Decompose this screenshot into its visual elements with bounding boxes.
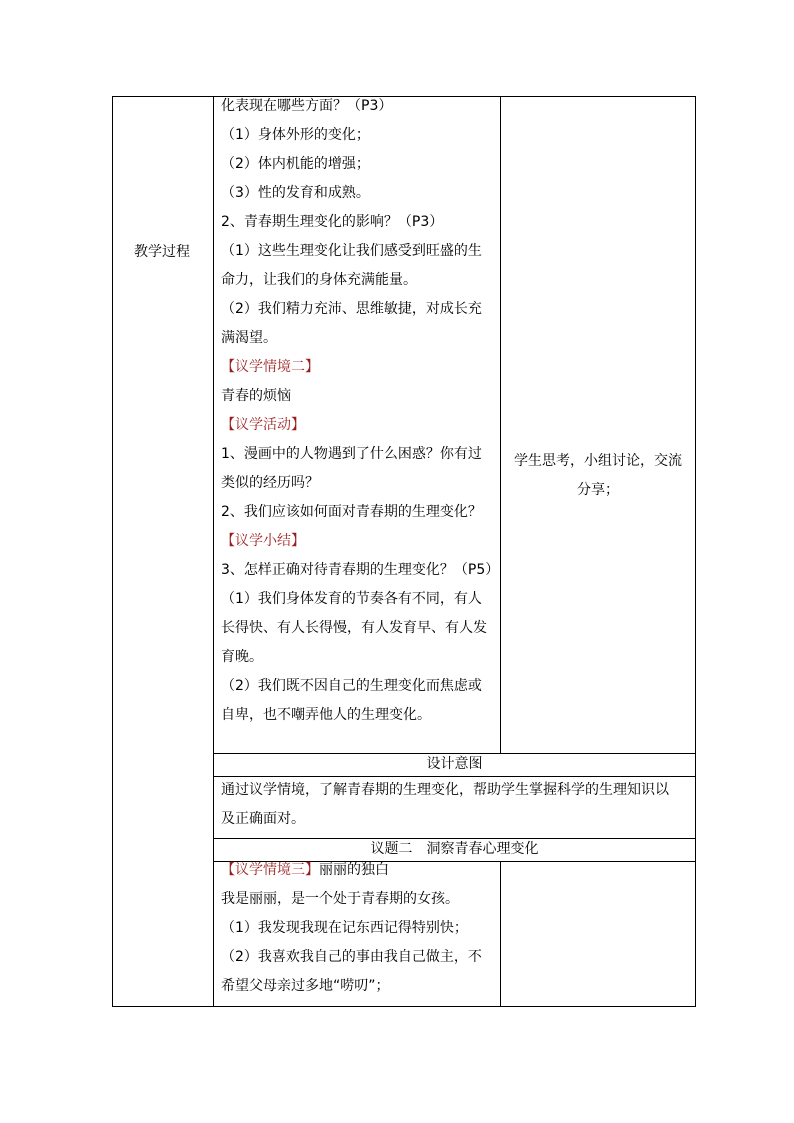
student-activity-line: 学生思考，小组讨论，交流: [514, 453, 682, 469]
process-label: 教学过程: [134, 244, 190, 260]
content-line: 3、怎样正确对待青春期的生理变化？（P5）: [221, 562, 500, 578]
content-line: （2）我喜欢我自己的事由我自己做主，不: [221, 949, 482, 965]
content-line: 1、漫画中的人物遇到了什么困惑？你有过: [221, 446, 482, 462]
topic2-title: 议题二 洞察青春心理变化: [370, 841, 539, 857]
scenario-title: 丽丽的独白: [319, 862, 389, 878]
content-line: 我是丽丽，是一个处于青春期的女孩。: [221, 891, 459, 907]
content-line: 满渴望。: [221, 330, 277, 346]
design-intent-body: [221, 776, 693, 834]
section1-content: [221, 92, 499, 730]
summary-heading: 【议学小结】: [221, 533, 305, 549]
content-line: （2）我们精力充沛、思维敏捷，对成长充: [221, 301, 482, 317]
activity-column-divider-1: [500, 96, 501, 753]
content-line: 2、我们应该如何面对青春期的生理变化？: [221, 504, 482, 520]
content-line: 命力，让我们的身体充满能量。: [221, 272, 417, 288]
table-border-left: [112, 96, 113, 1007]
content-line: （1）我们身体发育的节奏各有不同，有人: [221, 591, 482, 607]
content-line: （2）体内机能的增强；: [221, 156, 370, 172]
design-intent-line: 通过议学情境，了解青春期的生理变化，帮助学生掌握科学的生理知识以: [221, 782, 669, 798]
content-line: 自卑，也不嘲弄他人的生理变化。: [221, 707, 431, 723]
content-line: （2）我们既不因自己的生理变化而焦虑或: [221, 678, 482, 694]
scenario-heading: 【议学情境二】: [221, 359, 319, 375]
topic2-content: [221, 856, 499, 1001]
content-line: （1）身体外形的变化；: [221, 127, 370, 143]
activity-heading: 【议学活动】: [221, 417, 305, 433]
table-border-bottom: [112, 1006, 696, 1007]
content-line: 类似的经历吗？: [221, 475, 319, 491]
content-line: 育晚。: [221, 649, 263, 665]
content-line: （1）这些生理变化让我们感受到旺盛的生: [221, 243, 482, 259]
table-border-right: [695, 96, 696, 1007]
label-column-divider: [213, 96, 214, 1007]
content-line: 长得快、有人长得慢，有人发育早、有人发: [221, 620, 487, 636]
content-line: 2、青春期生理变化的影响？（P3）: [221, 214, 444, 230]
content-line: 希望父母亲过多地“唠叨”；: [221, 978, 390, 994]
student-activity: [501, 447, 695, 505]
topic2-scenario-line: [221, 856, 499, 885]
design-intent-line: 及正确面对。: [221, 811, 305, 827]
content-line: （1）我发现我现在记东西记得特别快；: [221, 920, 468, 936]
content-line: （3）性的发育和成熟。: [221, 185, 370, 201]
design-intent-title: 设计意图: [426, 756, 483, 772]
scenario-heading: 【议学情境三】: [221, 862, 319, 878]
activity-column-divider-2: [500, 861, 501, 1007]
student-activity-line: 分享；: [577, 482, 619, 498]
content-line: 青春的烦恼: [221, 388, 291, 404]
content-line: 化表现在哪些方面？（P3）: [221, 98, 393, 114]
